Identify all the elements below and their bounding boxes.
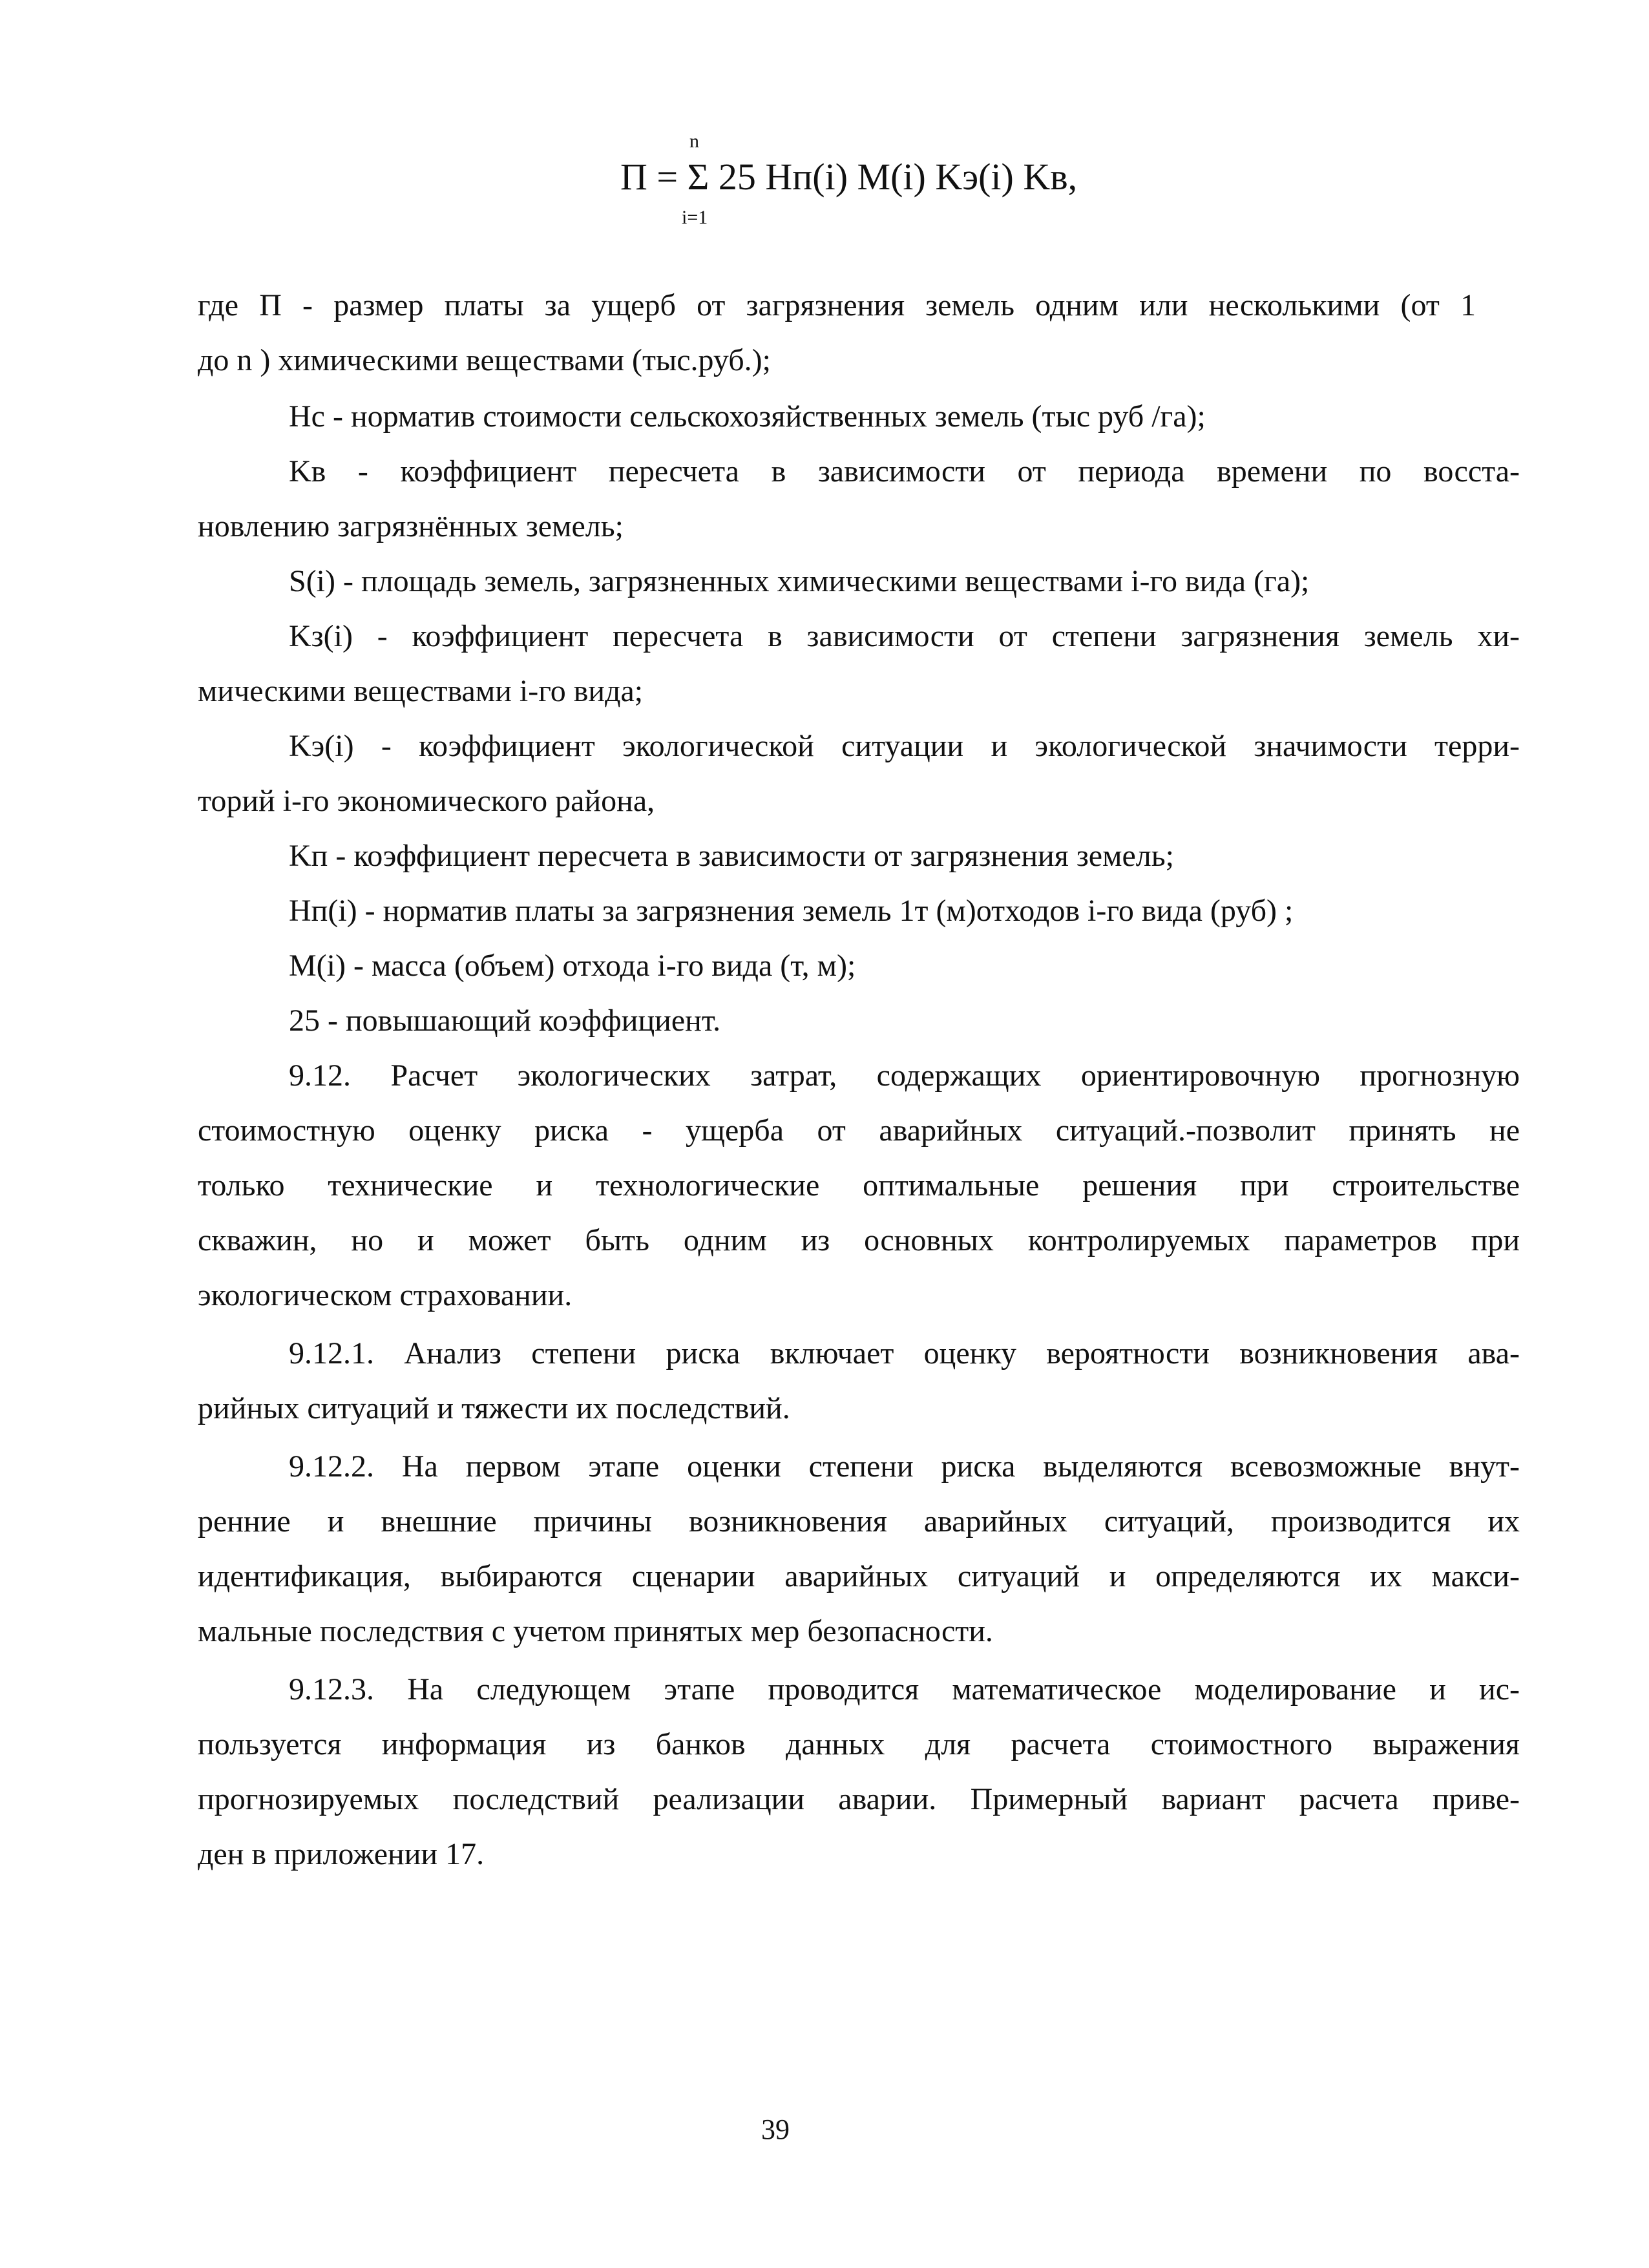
paragraph-line: экологическом страховании.: [198, 1278, 572, 1312]
paragraph-line: только технические и технологические оптимальные решения при строительстве: [198, 1168, 1520, 1202]
definition-line: S(i) - площадь земель, загрязненных химическими веществами i-го вида (га);: [289, 564, 1310, 598]
definition-line: где П - размер платы за ущерб от загрязнения земель одним или несколькими (от 1: [198, 288, 1476, 322]
paragraph-line: стоимостную оценку риска - ущерба от аварийных ситуаций.-позволит принять не: [198, 1113, 1520, 1148]
definition-line: Hс - норматив стоимости сельскохозяйственных земель (тыс руб /га);: [289, 399, 1206, 434]
definition-line: торий i-го экономического района,: [198, 784, 655, 818]
paragraph-line: ден в приложении 17.: [198, 1837, 485, 1871]
page-number: 39: [761, 2114, 790, 2145]
formula-expression: П = Σ 25 Hп(i) M(i) Kэ(i) Kв,: [620, 156, 1078, 198]
damage-payment-formula: [620, 116, 1111, 246]
definition-line: Kэ(i) - коэффициент экологической ситуации и экологической значимости терри-: [289, 729, 1520, 763]
paragraph-line: идентификация, выбираются сценарии аварийных ситуаций и определяются их макси-: [198, 1559, 1520, 1593]
paragraph-line: 9.12.2. На первом этапе оценки степени риска выделяются всевозможные внут-: [289, 1449, 1520, 1484]
paragraph-line: 9.12.1. Анализ степени риска включает оценку вероятности возникновения ава-: [289, 1336, 1520, 1370]
sum-upper-limit: n: [689, 131, 699, 152]
definition-line: Kв - коэффициент пересчета в зависимости от периода времени по восста-: [289, 454, 1520, 488]
paragraph-line: 9.12. Расчет экологических затрат, содержащих ориентировочную прогнозную: [289, 1058, 1520, 1093]
definition-line: до n ) химическими веществами (тыс.руб.);: [198, 343, 771, 377]
paragraph-line: мальные последствия с учетом принятых мер безопасности.: [198, 1614, 993, 1648]
paragraph-line: ренние и внешние причины возникновения аварийных ситуаций, производится их: [198, 1504, 1520, 1538]
sum-lower-limit: i=1: [682, 207, 708, 228]
definition-line: Kп - коэффициент пересчета в зависимости от загрязнения земель;: [289, 839, 1174, 873]
definition-line: M(i) - масса (объем) отхода i-го вида (т, м);: [289, 949, 856, 983]
paragraph-line: пользуется информация из банков данных для расчета стоимостного выражения: [198, 1727, 1520, 1761]
paragraph-line: скважин, но и может быть одним из основных контролируемых параметров при: [198, 1223, 1520, 1257]
definition-line: Hп(i) - норматив платы за загрязнения земель 1т (м)отходов i-го вида (руб) ;: [289, 894, 1294, 928]
paragraph-line: 9.12.3. На следующем этапе проводится математическое моделирование и ис-: [289, 1672, 1520, 1706]
definition-line: мическими веществами i-го вида;: [198, 674, 644, 708]
paragraph-line: рийных ситуаций и тяжести их последствий.: [198, 1391, 790, 1425]
paragraph-line: прогнозируемых последствий реализации аварии. Примерный вариант расчета приве-: [198, 1782, 1520, 1816]
definition-line: 25 - повышающий коэффициент.: [289, 1003, 721, 1038]
definition-line: новлению загрязнённых земель;: [198, 509, 624, 543]
definition-line: Kз(i) - коэффициент пересчета в зависимости от степени загрязнения земель хи-: [289, 619, 1520, 653]
